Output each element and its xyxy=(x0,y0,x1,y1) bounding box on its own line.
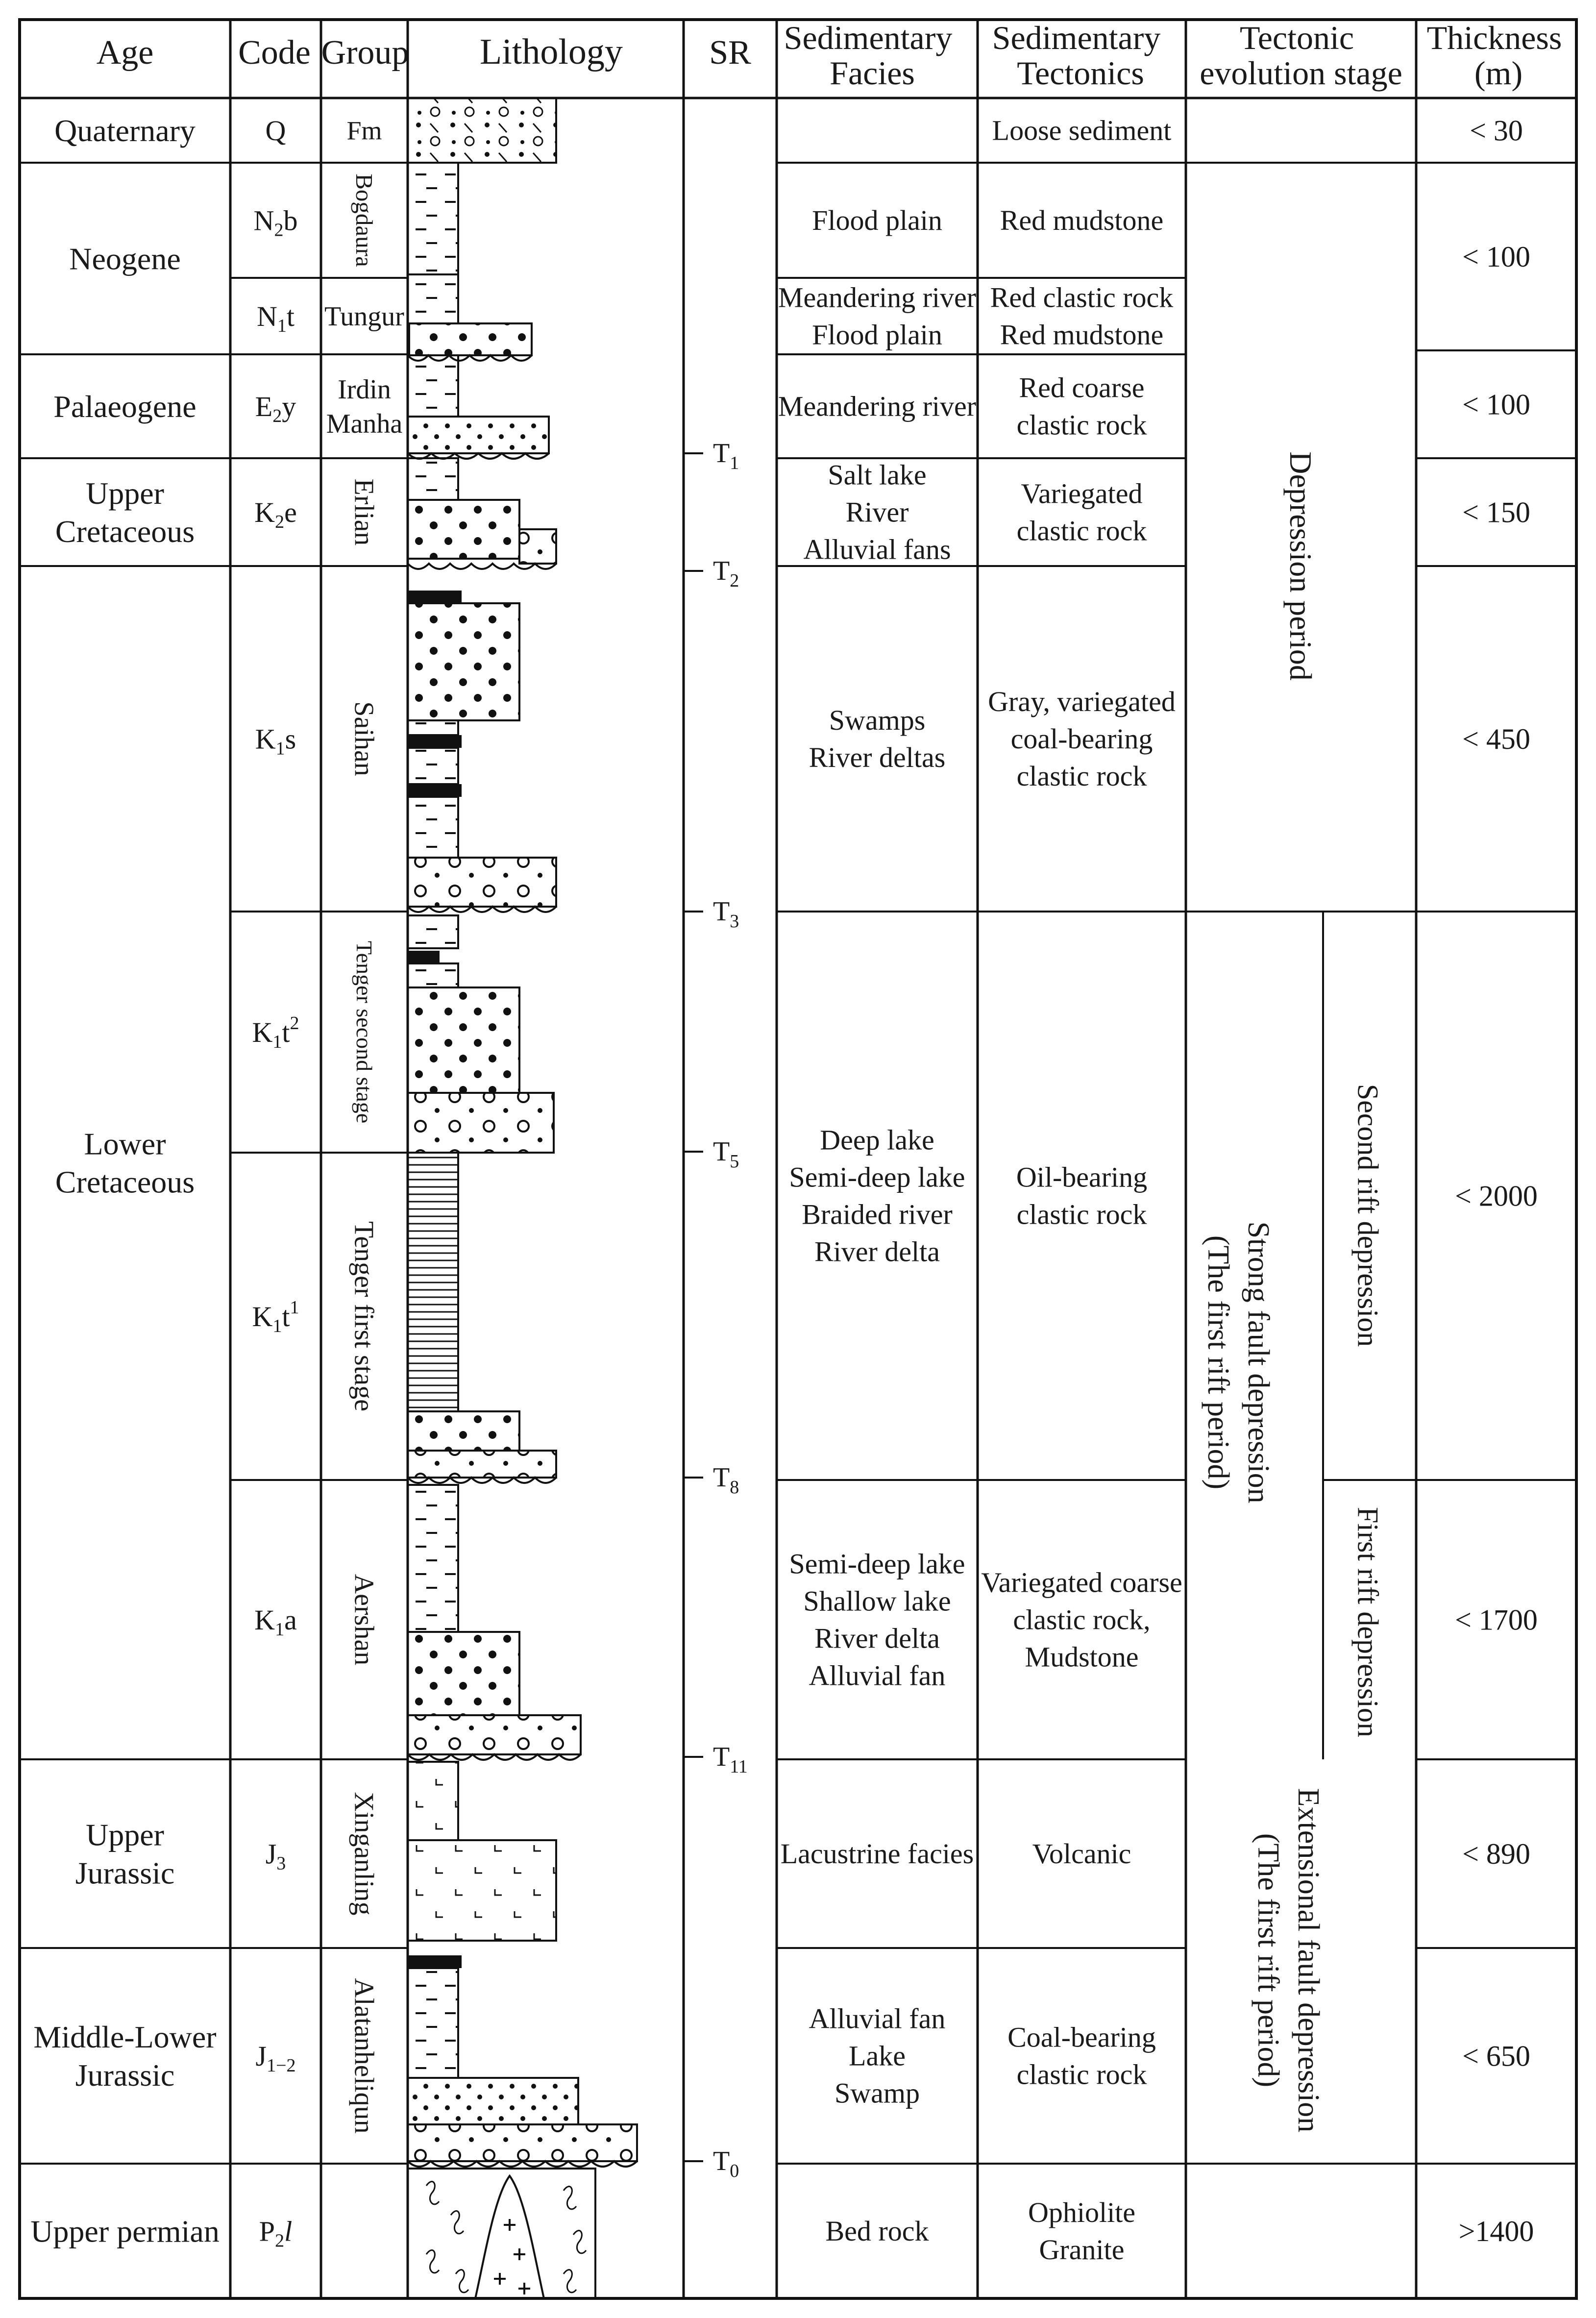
ophiolite-squiggle xyxy=(451,2211,464,2234)
header-sedimentary-tectonics xyxy=(992,19,1169,92)
code-label xyxy=(254,205,298,241)
sr-marker-label xyxy=(713,1462,739,1498)
code-base: P xyxy=(259,2215,275,2247)
sr-marker-subscript: 8 xyxy=(730,1477,739,1498)
sr-marker-label xyxy=(713,1136,739,1172)
facies-label-line: Meandering river xyxy=(778,390,977,422)
granite-intrusion xyxy=(475,2176,544,2298)
group-label xyxy=(348,479,379,546)
facies-label-line: Meandering river xyxy=(778,281,977,314)
sr-marker-base: T xyxy=(713,556,730,586)
thickness-value-line: < 1700 xyxy=(1455,1603,1538,1636)
stage-first-rift-label-line: First rift depression xyxy=(1351,1507,1384,1737)
facies-label-line: Lake xyxy=(849,2040,906,2072)
oil-shale-fill xyxy=(408,1153,458,1411)
facies-label xyxy=(803,459,951,566)
group-label xyxy=(348,1978,379,2133)
conglomerate-fill xyxy=(519,529,556,564)
age-label xyxy=(54,113,196,148)
tectonics-label-line: clastic rock, xyxy=(1013,1603,1151,1636)
header-code: Code xyxy=(238,34,311,72)
thickness-value xyxy=(1462,1838,1530,1870)
tectonics-label-line: clastic rock xyxy=(1016,1198,1147,1231)
age-label-line: Upper xyxy=(86,1817,164,1852)
coal-seam xyxy=(408,784,462,797)
group-label-line: Xinganling xyxy=(348,1792,379,1916)
header-sedimentary-tectonics-line: Tectonics xyxy=(1017,54,1144,92)
stage-extensional-label-line: (The first rift period) xyxy=(1251,1833,1285,2088)
sr-marker-label xyxy=(713,438,739,473)
facies-label-line: Salt lake xyxy=(828,459,927,491)
sr-marker-label xyxy=(713,896,739,932)
coal-seam xyxy=(408,951,440,963)
tectonics-label xyxy=(988,686,1176,792)
code-subscript: 1 xyxy=(275,738,285,759)
code-tail: t xyxy=(282,1016,290,1048)
group-label xyxy=(348,1574,379,1666)
code-label xyxy=(257,300,295,336)
code-base: K xyxy=(252,1301,273,1332)
mudstone-fill xyxy=(408,963,458,987)
age-label xyxy=(75,1817,175,1890)
sr-marker-subscript: 11 xyxy=(730,1756,748,1777)
loose-sediment-fill xyxy=(408,98,556,163)
code-subscript: 1 xyxy=(272,1032,282,1052)
stage-depression-label xyxy=(1283,451,1318,680)
header-tectonic-stage-line: evolution stage xyxy=(1200,54,1402,92)
tectonics-label xyxy=(992,115,1172,147)
tectonics-label-line: Red clastic rock xyxy=(990,281,1174,314)
code-tail: b xyxy=(283,204,298,237)
code-base: J xyxy=(255,2040,267,2072)
group-label xyxy=(326,374,403,439)
code-subscript: 1−2 xyxy=(267,2055,296,2076)
sr-marker-base: T xyxy=(713,1136,730,1167)
facies-label-line: Deep lake xyxy=(820,1124,934,1156)
facies-label-line: Semi-deep lake xyxy=(789,1161,965,1193)
group-label-line: Aershan xyxy=(348,1574,379,1666)
thickness-value-line: >1400 xyxy=(1458,2215,1534,2247)
group-label-line: Irdin xyxy=(338,374,391,405)
group-label-line: Tenger second stage xyxy=(351,940,377,1124)
mudstone-fill xyxy=(408,163,458,274)
facies-label-line: Flood plain xyxy=(812,204,942,237)
group-label-line: Erlian xyxy=(348,478,379,546)
tectonics-label-line: clastic rock xyxy=(1016,409,1147,441)
age-label xyxy=(33,2020,216,2093)
tectonics-label-line: Variegated xyxy=(1021,477,1143,510)
sr-marker-base: T xyxy=(713,1462,730,1493)
coal-seam xyxy=(408,591,462,603)
facies-label xyxy=(789,1548,965,1692)
stage-strong-fault-label xyxy=(1202,1221,1275,1503)
group-label xyxy=(348,701,379,776)
header-sedimentary-facies-line: Sedimentary xyxy=(784,19,953,56)
sandstone-fill xyxy=(408,1632,519,1715)
tectonics-label-line: Gray, variegated xyxy=(988,686,1176,718)
thickness-value-line: < 890 xyxy=(1462,1837,1530,1870)
stage-strong-fault-label-line: Strong fault depression xyxy=(1241,1221,1275,1504)
code-base: K xyxy=(252,1016,273,1048)
sandstone-fill xyxy=(408,2078,578,2124)
sr-marker-base: T xyxy=(713,1742,730,1772)
group-label-line: Tungur xyxy=(324,301,404,332)
stage-first-rift-label xyxy=(1352,1507,1384,1737)
group-label xyxy=(348,1221,379,1411)
code-subscript: 2 xyxy=(272,406,282,426)
mudstone-fill xyxy=(408,1968,458,2078)
facies-label-line: River delta xyxy=(814,1622,940,1654)
code-tail: s xyxy=(285,723,296,755)
age-label xyxy=(55,476,195,549)
facies-label xyxy=(778,282,976,351)
thickness-value xyxy=(1455,1603,1538,1636)
code-base: E xyxy=(255,391,273,422)
tectonics-label xyxy=(1017,372,1147,441)
sr-marker-subscript: 0 xyxy=(730,2161,739,2181)
header-group: Group xyxy=(321,34,409,72)
facies-label-line: Lacustrine facies xyxy=(780,1838,974,1870)
facies-label xyxy=(812,204,942,236)
table-grid-lines xyxy=(20,20,1576,2298)
stage-second-rift-label xyxy=(1352,1084,1384,1347)
age-label-line: Cretaceous xyxy=(55,1164,195,1200)
code-tail: e xyxy=(284,496,297,528)
facies-label-line: River deltas xyxy=(809,741,946,774)
tectonics-label-line: Oil-bearing xyxy=(1016,1161,1148,1193)
code-tail: y xyxy=(282,391,296,422)
age-label-line: Lower xyxy=(84,1126,166,1161)
mudstone-fill xyxy=(408,274,458,323)
conglomerate-fill xyxy=(408,2124,637,2161)
sandstone-fill xyxy=(408,603,519,720)
mudstone-fill xyxy=(408,355,458,417)
thickness-value xyxy=(1462,723,1530,755)
code-subscript: 1 xyxy=(277,316,287,336)
group-label xyxy=(346,116,382,145)
tectonics-label xyxy=(1007,2022,1156,2091)
lithology-column xyxy=(408,98,637,2298)
tectonics-label-line: Volcanic xyxy=(1032,1838,1131,1870)
tectonics-label-line: Granite xyxy=(1039,2234,1125,2266)
facies-label-line: Semi-deep lake xyxy=(789,1548,965,1580)
sr-marker-subscript: 2 xyxy=(730,570,739,591)
age-label-line: Upper xyxy=(86,475,164,511)
age-label-line: Quaternary xyxy=(54,113,196,148)
ophiolite-squiggle xyxy=(564,2187,576,2209)
tectonics-label xyxy=(1017,478,1147,547)
thickness-value-line: < 150 xyxy=(1462,496,1530,529)
ophiolite-squiggle xyxy=(426,2182,439,2204)
facies-label-line: Alluvial fan xyxy=(809,1659,946,1692)
tectonics-label-line: coal-bearing xyxy=(1010,723,1153,755)
tectonics-label-line: clastic rock xyxy=(1016,2058,1147,2091)
stage-depression-label-line: Depression period xyxy=(1283,451,1319,681)
tectonics-label-line: clastic rock xyxy=(1016,760,1147,792)
thickness-value xyxy=(1462,241,1530,273)
facies-label-line: River xyxy=(845,496,909,528)
header-thickness-line: Thickness xyxy=(1426,19,1562,56)
code-base: K xyxy=(254,496,275,528)
volcanic-fill xyxy=(408,1840,556,1941)
unconformity-line xyxy=(408,564,556,569)
volcanic-fill xyxy=(408,1762,458,1840)
facies-label-line: Braided river xyxy=(802,1198,953,1231)
code-base: J xyxy=(265,1838,277,1870)
thickness-value-line: < 650 xyxy=(1462,2040,1530,2072)
code-label xyxy=(254,1604,297,1640)
code-tail: l xyxy=(284,2215,293,2247)
code-superscript: 1 xyxy=(290,1297,299,1318)
stage-extensional-label-line: Extensional fault depression xyxy=(1291,1788,1325,2133)
mudstone-fill xyxy=(408,915,458,948)
sandstone-fill xyxy=(408,500,519,559)
table-border xyxy=(20,20,1576,2298)
code-label xyxy=(266,115,286,147)
code-label xyxy=(252,1013,299,1052)
tectonics-label xyxy=(981,1567,1182,1673)
table-body-text xyxy=(30,113,1538,2266)
thickness-value-line: < 30 xyxy=(1470,114,1523,147)
thickness-value xyxy=(1459,2215,1534,2247)
header-thickness xyxy=(1427,19,1571,92)
age-label-line: Upper permian xyxy=(30,2214,220,2249)
tectonics-label-line: Variegated coarse xyxy=(981,1566,1182,1599)
group-label xyxy=(351,173,378,267)
thickness-value xyxy=(1470,114,1523,147)
column-headers xyxy=(97,19,1571,92)
sr-marker-base: T xyxy=(713,896,730,927)
facies-label xyxy=(781,1838,974,1870)
conglomerate-fill xyxy=(408,1715,581,1754)
age-label xyxy=(55,1126,195,1199)
facies-label-line: Bed rock xyxy=(825,2215,929,2247)
header-tectonic-stage xyxy=(1200,19,1402,92)
thickness-value xyxy=(1462,496,1530,528)
age-label xyxy=(69,241,180,276)
facies-label xyxy=(826,2215,929,2247)
bedrock-ophiolite-granite xyxy=(408,2169,595,2298)
ophiolite-squiggle xyxy=(456,2270,468,2293)
sr-marker-subscript: 5 xyxy=(730,1151,739,1172)
facies-label xyxy=(789,1124,965,1268)
tectonics-label-line: Loose sediment xyxy=(992,114,1172,147)
code-subscript: 2 xyxy=(275,512,285,532)
header-sr: SR xyxy=(709,34,751,72)
group-label xyxy=(352,941,377,1123)
code-base: K xyxy=(255,723,276,755)
group-label xyxy=(324,301,404,332)
facies-label-line: Swamps xyxy=(829,704,926,737)
conglomerate-fill xyxy=(408,858,556,907)
tectonics-label-line: Coal-bearing xyxy=(1007,2021,1156,2053)
sandstone-fill xyxy=(409,323,532,355)
thickness-value xyxy=(1462,2040,1530,2072)
mudstone-fill xyxy=(408,1485,458,1632)
group-label-line: Saihan xyxy=(348,701,379,776)
group-label-line: Manha xyxy=(326,409,403,440)
sr-marker-base: T xyxy=(713,438,730,469)
code-tail: t xyxy=(286,300,295,332)
code-tail: t xyxy=(282,1301,290,1332)
coal-seam xyxy=(408,1955,462,1968)
facies-label-line: Alluvial fan xyxy=(809,2002,946,2035)
facies-label xyxy=(809,704,946,773)
sr-marker-base: T xyxy=(713,2146,730,2176)
age-label xyxy=(30,2214,220,2248)
stage-second-rift-label-line: Second rift depression xyxy=(1351,1084,1384,1347)
header-lithology: Lithology xyxy=(480,32,623,72)
code-subscript: 1 xyxy=(275,1619,285,1640)
thickness-value xyxy=(1455,1180,1538,1212)
mudstone-fill xyxy=(408,797,458,858)
group-label-line: Fm xyxy=(346,116,382,146)
code-label xyxy=(255,723,296,759)
age-label-line: Jurassic xyxy=(75,2057,175,2093)
code-subscript: 3 xyxy=(276,1853,286,1874)
age-label-line: Neogene xyxy=(69,241,181,276)
tectonics-label-line: Red coarse xyxy=(1019,371,1145,404)
thickness-value-line: < 450 xyxy=(1462,722,1530,755)
sr-marker-label xyxy=(713,556,739,591)
coal-seam xyxy=(408,735,462,748)
thickness-value-line: < 100 xyxy=(1462,240,1530,273)
facies-label-line: Flood plain xyxy=(812,319,942,351)
tectonics-label xyxy=(1016,1161,1147,1231)
code-label xyxy=(252,1297,299,1336)
thickness-value-line: < 100 xyxy=(1462,388,1530,421)
facies-label xyxy=(778,391,976,422)
ophiolite-squiggle xyxy=(564,2270,576,2293)
group-label-line: Alatanheliqun xyxy=(348,1978,379,2134)
code-base: K xyxy=(254,1604,275,1636)
code-subscript: 2 xyxy=(274,220,284,241)
code-label xyxy=(255,391,296,426)
code-label xyxy=(266,1838,286,1874)
sandstone-fill xyxy=(408,987,519,1093)
code-label xyxy=(255,2040,295,2076)
facies-label xyxy=(809,2003,946,2109)
ophiolite-squiggle xyxy=(573,2231,586,2253)
sr-marker-subscript: 3 xyxy=(730,911,739,932)
age-label xyxy=(53,389,196,424)
thickness-value-line: < 2000 xyxy=(1455,1180,1538,1212)
tectonics-label xyxy=(1032,1838,1131,1870)
tectonics-label-line: Ophiolite xyxy=(1028,2196,1136,2229)
code-base: N xyxy=(256,300,277,332)
group-label-line: Bogdaura xyxy=(350,173,378,267)
code-base: Q xyxy=(265,115,286,147)
header-tectonic-stage-line: Tectonic xyxy=(1239,19,1354,56)
tectonics-label xyxy=(1028,2196,1135,2266)
stage-strong-fault-label-line: (The first rift period) xyxy=(1201,1235,1235,1490)
header-age: Age xyxy=(96,34,154,72)
facies-label-line: Swamp xyxy=(835,2077,920,2109)
age-label-line: Middle-Lower xyxy=(33,2019,217,2054)
tectonics-label-line: Red mudstone xyxy=(1000,319,1164,351)
mudstone-fill xyxy=(408,720,458,735)
header-sedimentary-facies xyxy=(784,19,961,92)
facies-label-line: Alluvial fans xyxy=(803,533,951,566)
conglomerate-fill xyxy=(408,1451,556,1478)
age-label-line: Cretaceous xyxy=(55,514,195,549)
code-superscript: 2 xyxy=(290,1013,299,1034)
mudstone-fill xyxy=(408,748,458,784)
tectonics-label xyxy=(990,282,1174,351)
code-label xyxy=(254,496,297,532)
code-label xyxy=(259,2216,292,2251)
conglomerate-fill xyxy=(408,1093,554,1153)
age-label-line: Palaeogene xyxy=(53,389,196,424)
header-thickness-line: (m) xyxy=(1474,54,1523,92)
age-label-line: Jurassic xyxy=(75,1855,175,1891)
code-subscript: 1 xyxy=(272,1316,282,1336)
tectonics-label-line: clastic rock xyxy=(1016,515,1147,547)
ophiolite-squiggle xyxy=(426,2250,439,2273)
header-sedimentary-tectonics-line: Sedimentary xyxy=(992,19,1161,56)
stage-extensional-label xyxy=(1252,1788,1325,2133)
header-sedimentary-facies-line: Facies xyxy=(830,54,915,92)
sr-marker-label xyxy=(713,2146,739,2181)
thickness-value xyxy=(1462,388,1530,420)
sr-marker-label xyxy=(713,1742,748,1777)
sandstone-fill xyxy=(408,417,549,453)
sr-marker-subscript: 1 xyxy=(730,453,739,473)
code-base: N xyxy=(253,204,274,237)
facies-label-line: Shallow lake xyxy=(803,1585,951,1617)
tectonics-label xyxy=(1000,204,1163,236)
sandstone-fill xyxy=(408,1411,519,1451)
group-label-line: Tenger first stage xyxy=(348,1221,379,1411)
facies-label-line: River delta xyxy=(814,1235,940,1268)
code-tail: a xyxy=(284,1604,297,1636)
mudstone-fill xyxy=(408,458,458,500)
code-subscript: 2 xyxy=(275,2230,285,2251)
group-label xyxy=(348,1792,379,1916)
tectonics-label-line: Mudstone xyxy=(1025,1641,1139,1673)
tectonics-label-line: Red mudstone xyxy=(1000,204,1164,237)
